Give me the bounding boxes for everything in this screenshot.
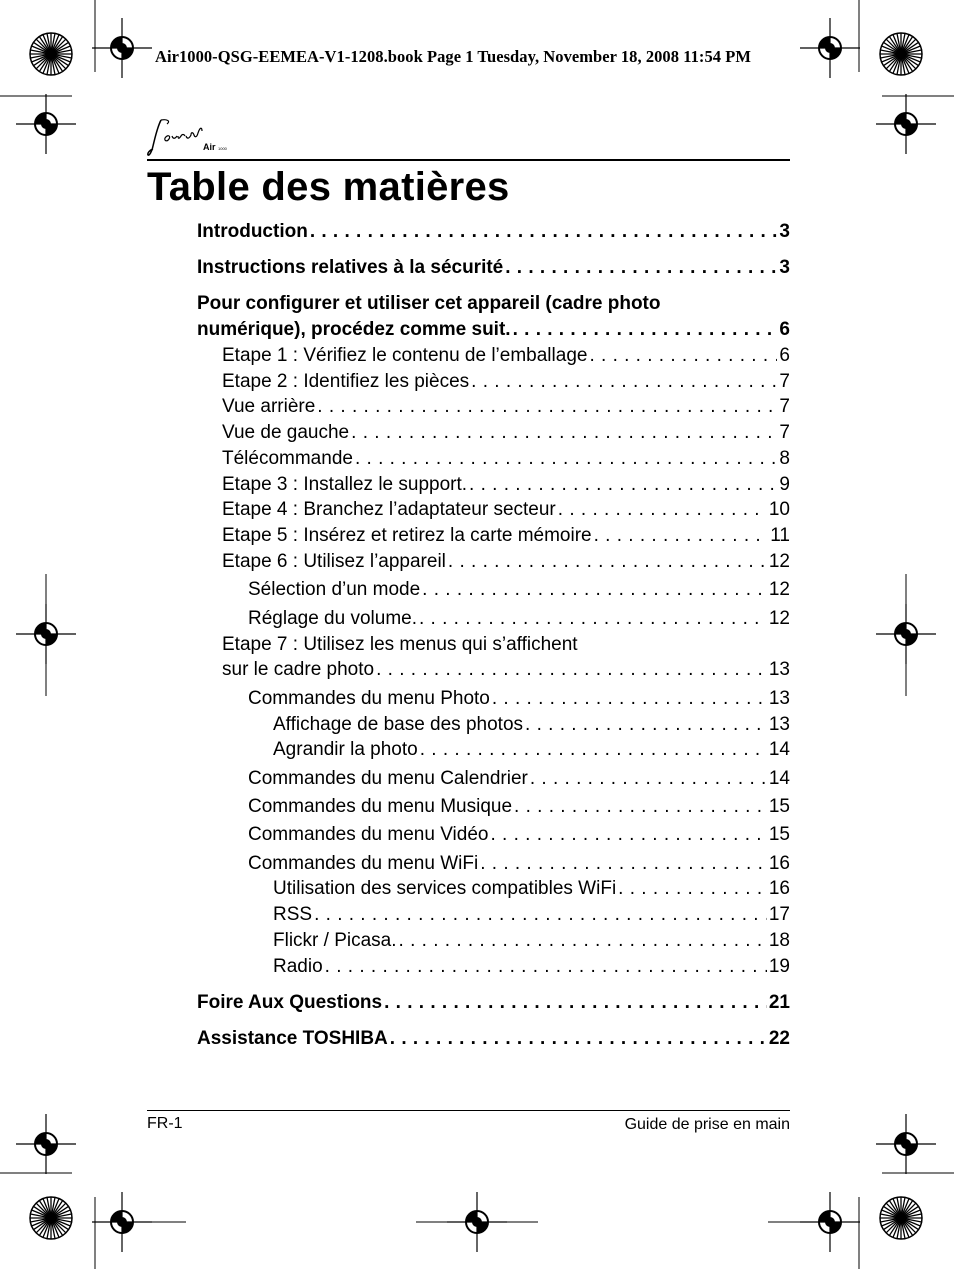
toc-page-number: 8 [779, 448, 790, 469]
toc-entry-etape1[interactable] [222, 344, 790, 368]
toc-label: numérique), procédez comme suit. [197, 319, 511, 340]
toc-entry-services-wifi[interactable] [273, 877, 790, 901]
toc-page-number: 17 [768, 904, 790, 925]
toc-page-number: 14 [768, 739, 790, 760]
toc-entry-securite[interactable] [197, 256, 790, 280]
toc-label: Etape 4 : Branchez l’adaptateur secteur [222, 499, 556, 520]
toc-page-number: 15 [768, 824, 790, 845]
toc-leader [525, 713, 767, 737]
toc-label: Vue de gauche [222, 422, 350, 443]
page-number: FR-1 [147, 1115, 183, 1132]
toc-leader [376, 658, 767, 682]
toc-entry-etape4[interactable] [222, 498, 790, 522]
footer-rule [147, 1110, 790, 1111]
toc-entry-assistance[interactable] [197, 1027, 790, 1051]
toc-leader [618, 877, 767, 901]
toc-label: Commandes du menu Vidéo [248, 824, 489, 845]
toc-entry-menu-video[interactable] [248, 823, 790, 847]
toc-leader [471, 370, 777, 394]
toc-entry-rss[interactable] [273, 903, 790, 927]
toc-entry-agrandir[interactable] [273, 738, 790, 762]
toc-entry-vue-gauche[interactable] [222, 421, 790, 445]
toc-label: sur le cadre photo [222, 659, 375, 680]
toc-page-number: 7 [779, 396, 790, 417]
toc-entry-selection-mode[interactable] [248, 578, 790, 602]
toc-entry-menu-photo[interactable] [248, 687, 790, 711]
toc-label: Commandes du menu Calendrier [248, 768, 528, 789]
toc-label: Affichage de base des photos [273, 714, 524, 735]
toc-entry-etape5[interactable] [222, 524, 790, 548]
toc-leader [355, 447, 777, 471]
toc-page-number: 12 [768, 608, 790, 629]
toc-leader [589, 344, 777, 368]
toc-label: RSS [273, 904, 313, 925]
toc-label: Etape 5 : Insérez et retirez la carte mémoire [222, 525, 592, 546]
guide-title: Guide de prise en main [624, 1116, 790, 1133]
toc-page-number: 3 [779, 221, 790, 242]
toc-leader [490, 823, 766, 847]
toc-label: Agrandir la photo [273, 739, 418, 760]
toc-label: Assistance TOSHIBA [197, 1028, 388, 1049]
toc-label: Radio [273, 956, 323, 977]
toc-leader [530, 767, 767, 791]
toc-label: Commandes du menu Photo [248, 688, 490, 709]
toc-label: Etape 1 : Vérifiez le contenu de l’emballage [222, 345, 588, 366]
toc-page-number: 22 [768, 1028, 790, 1049]
toc-entry-affichage-base[interactable] [273, 713, 790, 737]
toc-leader [480, 852, 767, 876]
toc-page-number: 3 [779, 257, 790, 278]
toc-page-number: 9 [779, 474, 790, 495]
toc-entry-etape2[interactable] [222, 370, 790, 394]
toc-label: Foire Aux Questions [197, 992, 383, 1013]
toc-page-number: 21 [768, 992, 790, 1013]
toc-label: Sélection d’un mode [248, 579, 421, 600]
toc-entry-flickr[interactable] [273, 929, 790, 953]
svg-text:1000: 1000 [218, 146, 227, 151]
toc-entry-vue-arriere[interactable] [222, 395, 790, 419]
toc-leader [420, 738, 767, 762]
toc-entry-etape3[interactable] [222, 473, 790, 497]
toc-page-number: 6 [779, 319, 790, 340]
toc-page-number: 13 [768, 714, 790, 735]
page-title: Table des matières [147, 165, 510, 209]
toc-leader [469, 473, 777, 497]
toc-entry-etape7[interactable] [222, 658, 790, 682]
toc-page-number: 11 [770, 525, 790, 546]
toc-page-number: 12 [768, 579, 790, 600]
toc-label: Vue arrière [222, 396, 316, 417]
toc-label: Réglage du volume. [248, 608, 417, 629]
toc-leader [448, 550, 767, 574]
print-header: Air1000-QSG-EEMEA-V1-1208.book Page 1 Tuesday, November 18, 2008 11:54 PM [155, 47, 751, 66]
toc-leader [514, 795, 767, 819]
toc-page-number: 7 [779, 422, 790, 443]
toc-leader [317, 395, 777, 419]
toc-page-number: 16 [768, 853, 790, 874]
toc-entry-reglage-volume[interactable] [248, 607, 790, 631]
toc-leader [492, 687, 767, 711]
toc-page-number: 19 [768, 956, 790, 977]
toc-page-number: 18 [768, 930, 790, 951]
toc-leader [505, 256, 777, 280]
toc-label: Etape 3 : Installez le support. [222, 474, 468, 495]
toc-label: Instructions relatives à la sécurité [197, 257, 504, 278]
toc-entry-configurer[interactable] [197, 318, 790, 342]
toc-label: Commandes du menu WiFi [248, 853, 479, 874]
toc-leader [422, 578, 767, 602]
toc-entry-etape7-line1[interactable]: Etape 7 : Utilisez les menus qui s’affichent [222, 634, 578, 655]
toc-entry-configurer-line1[interactable]: Pour configurer et utiliser cet appareil (cadre photo [197, 293, 661, 314]
toc-label: Etape 6 : Utilisez l’appareil [222, 551, 446, 572]
toc-leader [314, 903, 767, 927]
toc-page-number: 10 [768, 499, 790, 520]
toc-leader [384, 991, 767, 1015]
toc-leader [513, 318, 778, 342]
toc-entry-menu-musique[interactable] [248, 795, 790, 819]
toc-leader [558, 498, 767, 522]
toc-page-number: 12 [768, 551, 790, 572]
toc-entry-radio[interactable] [273, 955, 790, 979]
toc-label: Flickr / Picasa. [273, 930, 397, 951]
toc-page-number: 14 [768, 768, 790, 789]
toc-leader [419, 607, 767, 631]
toc-page-number: 15 [768, 796, 790, 817]
toc-label: Introduction [197, 221, 308, 242]
toc-label: Utilisation des services compatibles WiFi [273, 878, 617, 899]
toc-entry-introduction[interactable] [197, 220, 790, 244]
toc-leader [399, 929, 767, 953]
toc-label: Commandes du menu Musique [248, 796, 513, 817]
toc-leader [310, 220, 778, 244]
toc-label: Télécommande [222, 448, 353, 469]
toc-page-number: 16 [768, 878, 790, 899]
toc-leader [594, 524, 769, 548]
toc-leader [390, 1027, 767, 1051]
toc-entry-faq[interactable] [197, 991, 790, 1015]
toc-leader [351, 421, 777, 445]
toc-entry-menu-calendrier[interactable] [248, 767, 790, 791]
toc-entry-etape6[interactable] [222, 550, 790, 574]
toc-page-number: 13 [768, 688, 790, 709]
toc-page-number: 13 [768, 659, 790, 680]
toc-label: Etape 2 : Identifiez les pièces [222, 371, 470, 392]
toc-entry-menu-wifi[interactable] [248, 852, 790, 876]
toc-page-number: 7 [779, 371, 790, 392]
toc-page-number: 6 [779, 345, 790, 366]
svg-text:Air: Air [203, 142, 216, 152]
toc-leader [325, 955, 767, 979]
toc-entry-telecommande[interactable] [222, 447, 790, 471]
